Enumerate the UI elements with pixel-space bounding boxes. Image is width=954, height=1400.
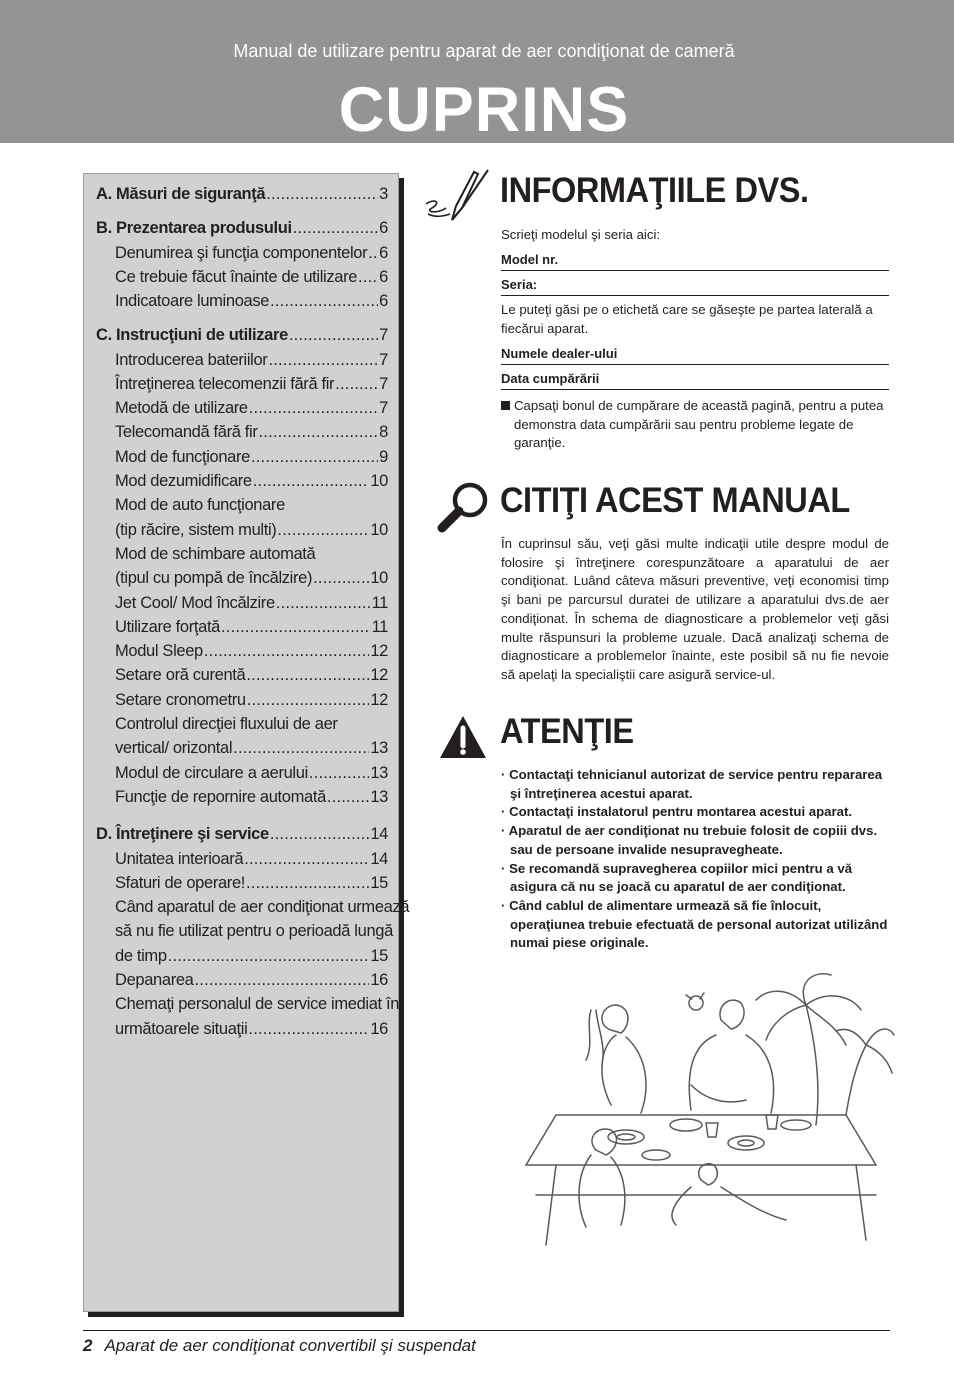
toc-label: C. Instrucţiuni de utilizare (96, 326, 288, 345)
toc-leader (293, 219, 378, 238)
toc-page: 11 (371, 617, 388, 636)
toc-entry[interactable] (96, 844, 388, 868)
toc-page: 16 (370, 971, 388, 990)
toc-entry[interactable] (96, 710, 388, 734)
toc-page: 14 (370, 849, 388, 868)
toc-page: 6 (379, 219, 388, 238)
toc-leader (266, 185, 378, 204)
toc-page: 16 (370, 1019, 388, 1038)
receipt-note: Capsaţi bonul de cumpărare de această pagină, pentru a putea demonstra data cumpărării sau pentru probleme legate de garanţie. (501, 397, 889, 453)
info-intro: Scrieţi modelul şi seria aici: (501, 227, 661, 242)
toc-section (96, 214, 388, 311)
serial-field: Seria: (501, 277, 889, 296)
toc-leader (246, 666, 369, 685)
toc-label: Setare cronometru (115, 690, 246, 709)
toc-entry[interactable] (96, 467, 388, 491)
toc-entry[interactable] (96, 491, 388, 515)
toc-label: să nu fie utilizat pentru o perioadă lungă (115, 922, 393, 941)
toc-entry[interactable] (96, 941, 388, 965)
warning-triangle-icon (438, 714, 488, 760)
toc-leader (270, 825, 370, 844)
toc-label: Funcţie de repornire automată (115, 787, 326, 806)
toc-label: Utilizare forţată (115, 617, 221, 636)
toc-label: Întreţinerea telecomenzii fără fir (115, 374, 335, 393)
read-heading: CITIŢI ACEST MANUAL (500, 481, 850, 520)
toc-label: A. Măsuri de siguranţă (96, 185, 266, 204)
toc-page: 7 (379, 326, 388, 345)
toc-page: 10 (370, 569, 388, 588)
caution-text: Când cablul de alimentare urmează să fie înlocuit, operaţiunea trebuie efectuată de personal autorizat utilizând numai piese originale. (509, 897, 888, 951)
toc-leader (335, 375, 378, 394)
toc-label: Setare oră curentă (115, 666, 246, 685)
toc-leader (253, 472, 370, 491)
toc-label: Indicatoare luminoase (115, 292, 270, 311)
page-number: 2 (83, 1336, 93, 1355)
square-bullet-icon (501, 401, 510, 410)
toc-entry[interactable] (96, 893, 410, 917)
toc-label: Modul de circulare a aerului (115, 763, 308, 782)
toc-page: 14 (370, 825, 388, 844)
model-field: Model nr. (501, 252, 889, 271)
toc-page: 7 (379, 374, 388, 393)
toc-entry[interactable] (96, 515, 388, 539)
toc-leader (368, 244, 378, 263)
magnifier-icon (436, 480, 492, 536)
toc-leader (276, 594, 371, 613)
dealer-field: Numele dealer-ului (501, 346, 889, 365)
toc-page: 10 (370, 472, 388, 491)
caution-item: · Aparatul de aer condiţionat nu trebuie folosit de copiii dvs. sau de persoane invalide nesupravegheate. (501, 823, 878, 857)
caution-item: · Când cablul de alimentare urmează să fie înlocuit, operaţiunea trebuie efectuată de personal autorizat utilizând numai piese originale. (501, 897, 888, 951)
toc-entry[interactable] (96, 661, 388, 685)
toc-label: Mod de auto funcţionare (115, 496, 285, 515)
toc-entry[interactable] (96, 263, 388, 287)
toc-leader (251, 448, 378, 467)
toc-label: Când aparatul de aer condiţionat urmează (115, 898, 410, 917)
toc-leader (247, 691, 370, 710)
toc-page: 6 (379, 243, 388, 262)
toc-section-heading[interactable] (96, 180, 388, 204)
toc-label: Unitatea interioară (115, 849, 244, 868)
toc-leader (168, 947, 370, 966)
toc-label: Introducerea bateriilor (115, 350, 268, 369)
pen-writing-icon (422, 168, 494, 226)
toc-leader (221, 618, 371, 637)
toc-section-heading[interactable] (96, 820, 388, 844)
toc-page: 15 (370, 873, 388, 892)
toc-section (96, 180, 388, 204)
manual-subtitle: Manual de utilizare pentru aparat de aer condiţionat de cameră (233, 41, 735, 61)
toc-label: (tipul cu pompă de încălzire) (115, 569, 313, 588)
read-body: În cuprinsul său, veţi găsi multe indicaţii utile despre modul de folosire şi întreţinere corespunzătoare a aparatului de aer condiţionat. Luând câteva măsuri preventive, veţi economisi timp şi bani pe parcursul duratei de utilizare a aparatului dvs.de aer condiţionat. În schema de diagnosticare a problemelor veţi găsi multe răspunsuri la probleme uzuale. Dacă analizaţi schema de diagnosticare a problemelor înainte, este posibil să nu fie nevoie să apelaţi la specialiştii care asigură service-ul. (501, 536, 889, 682)
toc-page: 15 (370, 946, 388, 965)
toc-leader (313, 569, 369, 588)
toc-page: 6 (379, 267, 388, 286)
caution-item: · Contactaţi tehnicianul autorizat de service pentru repararea şi întreţinerea acestui aparat. (501, 767, 883, 801)
toc-entry[interactable] (96, 370, 388, 394)
toc-label: Ce trebuie făcut înainte de utilizare (115, 267, 358, 286)
toc-entry[interactable] (96, 966, 388, 990)
toc-label: vertical/ orizontal (115, 739, 233, 758)
toc-leader (309, 764, 369, 783)
toc-leader (246, 874, 369, 893)
purchase-date-field: Data cumpărării (501, 371, 889, 390)
toc-label: Denumirea şi funcţia componentelor (115, 243, 368, 262)
toc-entry[interactable] (96, 238, 388, 262)
toc-section (96, 820, 410, 1039)
toc-page: 12 (370, 666, 388, 685)
toc-entry[interactable] (96, 917, 393, 941)
toc-entry[interactable] (96, 394, 388, 418)
toc-leader (249, 399, 378, 418)
toc-entry[interactable] (96, 442, 388, 466)
toc-leader (327, 788, 369, 807)
toc-page: 3 (379, 185, 388, 204)
picnic-illustration (516, 965, 896, 1255)
toc-page: 8 (379, 423, 388, 442)
toc-leader (244, 850, 369, 869)
toc-leader (358, 268, 378, 287)
toc-page: 6 (379, 292, 388, 311)
toc-leader (277, 521, 369, 540)
toc-leader (289, 326, 378, 345)
toc-leader (195, 971, 370, 990)
toc-section (96, 321, 388, 807)
toc-label: Telecomandă fără fir (115, 423, 258, 442)
toc-label: Mod dezumidificare (115, 472, 252, 491)
toc-label: Metodă de utilizare (115, 399, 248, 418)
toc-leader (259, 423, 379, 442)
table-of-contents (83, 173, 410, 1312)
footer (83, 1336, 476, 1356)
caution-text: Aparatul de aer condiţionat nu trebuie folosit de copiii dvs. sau de persoane invalide nesupravegheate. (508, 823, 878, 857)
toc-label: Mod de schimbare automată (115, 544, 316, 563)
toc-entry[interactable] (96, 588, 388, 612)
toc-label: următoarele situaţii (115, 1019, 248, 1038)
toc-entry[interactable] (96, 287, 388, 311)
toc-label: D. Întreţinere şi service (96, 825, 269, 844)
header-banner (0, 0, 954, 143)
page-title: CUPRINS (338, 75, 630, 145)
toc-leader (204, 642, 369, 661)
toc-label: Jet Cool/ Mod încălzire (115, 593, 275, 612)
toc-label: (tip răcire, sistem multi) (115, 520, 277, 539)
toc-page: 10 (370, 520, 388, 539)
caution-item: · Contactaţi instalatorul pentru montarea acestui aparat. (501, 804, 853, 820)
caution-text: Contactaţi instalatorul pentru montarea acestui aparat. (509, 804, 853, 820)
toc-label: Chemaţi personalul de service imediat în (115, 995, 400, 1014)
toc-entry[interactable] (96, 613, 388, 637)
toc-label: Sfaturi de operare! (115, 873, 246, 892)
toc-entry[interactable] (96, 758, 388, 782)
toc-leader (268, 351, 378, 370)
toc-entry[interactable] (96, 564, 388, 588)
toc-entry[interactable] (96, 734, 388, 758)
toc-entry[interactable] (96, 540, 388, 564)
footer-rule (83, 1330, 890, 1331)
toc-page: 13 (370, 763, 388, 782)
toc-leader (233, 739, 369, 758)
toc-label: Mod de funcţionare (115, 447, 250, 466)
footer-text: Aparat de aer condiţionat convertibil şi suspendat (104, 1336, 476, 1355)
toc-label: Modul Sleep (115, 642, 203, 661)
toc-entry[interactable] (96, 418, 388, 442)
label-note: Le puteţi găsi pe o etichetă care se găseşte pe partea laterală a fiecărui aparat. (501, 302, 873, 336)
info-heading: INFORMAŢIILE DVS. (500, 171, 809, 210)
toc-entry[interactable] (96, 637, 388, 661)
toc-entry[interactable] (96, 869, 388, 893)
toc-page: 11 (371, 593, 388, 612)
toc-page: 12 (370, 690, 388, 709)
toc-page: 7 (379, 350, 388, 369)
toc-label: de timp (115, 946, 167, 965)
toc-page: 12 (370, 642, 388, 661)
caution-list (501, 766, 891, 953)
toc-label: Depanarea (115, 971, 194, 990)
caution-item: · Se recomandă supravegherea copiilor mici pentru a vă asigura că nu se joacă cu aparatul de aer condiţionat. (501, 860, 853, 895)
toc-entry[interactable] (96, 1014, 388, 1038)
toc-page: 13 (370, 787, 388, 806)
toc-label: B. Prezentarea produsului (96, 219, 292, 238)
caution-heading: ATENŢIE (500, 712, 634, 751)
caution-text: Contactaţi tehnicianul autorizat de service pentru repararea şi întreţinerea acestui aparat. (509, 767, 883, 801)
toc-entry[interactable] (96, 990, 400, 1014)
toc-entry[interactable] (96, 783, 388, 807)
toc-entry[interactable] (96, 685, 388, 709)
toc-leader (248, 1020, 369, 1039)
toc-section-heading[interactable] (96, 214, 388, 238)
caution-text: Se recomandă supravegherea copiilor mici pentru a vă asigura că nu se joacă cu aparatul de aer condiţionat. (509, 860, 853, 895)
toc-page: 7 (379, 399, 388, 418)
toc-label: Controlul direcţiei fluxului de aer (115, 715, 338, 734)
toc-page: 9 (379, 447, 388, 466)
toc-entry[interactable] (96, 345, 388, 369)
toc-section-heading[interactable] (96, 321, 388, 345)
toc-page: 13 (370, 739, 388, 758)
toc-leader (270, 292, 378, 311)
